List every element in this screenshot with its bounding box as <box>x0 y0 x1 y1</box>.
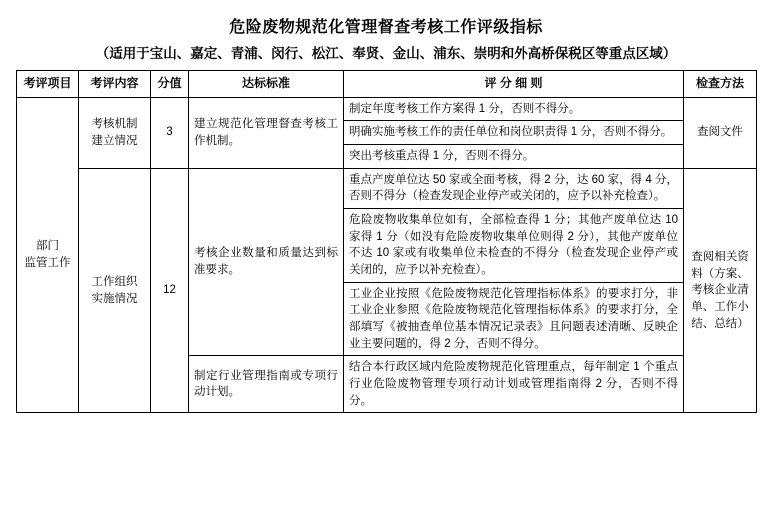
cell-standard-mechanism: 建立规范化管理督查考核工作机制。 <box>189 97 344 168</box>
cell-method-implementation: 查阅相关资料（方案、考核企业清单、工作小结、总结） <box>684 168 757 413</box>
page-title: 危险废物规范化管理督查考核工作评级指标 <box>229 19 543 36</box>
cell-score-mechanism: 3 <box>151 97 189 168</box>
cell-rule: 危险废物收集单位如有，全部检查得 1 分；其他产废单位达 10 家得 1 分（如没有危险废物收集单位则得 2 分），其他产废单位不达 10 家或有收集单位未检查的不得分（检查发现企业停产或关闭的，应予以补充检查）。 <box>344 209 684 283</box>
cell-rule: 工业企业按照《危险废物规范化管理指标体系》的要求打分，非工业企业参照《危险废物规范化管理指标体系》的要求打分，全部填写《被抽查单位基本情况记录表》且问题表述清晰、反映企业主要问题的，得 2 分，否则不得分。 <box>344 282 684 356</box>
table-header-row <box>17 71 757 97</box>
cell-standard-guideline: 制定行业管理指南或专项行动计划。 <box>189 356 344 413</box>
project-label-line2: 监管工作 <box>24 257 71 270</box>
cell-rule: 突出考核重点得 1 分，否则不得分。 <box>344 145 684 169</box>
cell-standard-quantity: 考核企业数量和质量达到标准要求。 <box>189 168 344 356</box>
content-label-line2: 实施情况 <box>91 292 138 305</box>
cell-content-mechanism <box>79 97 151 168</box>
table-row <box>17 168 757 208</box>
header-project: 考评项目 <box>17 71 79 97</box>
table-row <box>17 97 757 121</box>
project-label-line1: 部门 <box>36 240 59 253</box>
cell-rule: 重点产废单位达 50 家或全面考核，得 2 分，达 60 家，得 4 分，否则不得分（检查发现企业停产或关闭的，应予以补充检查）。 <box>344 168 684 208</box>
cell-rule: 结合本行政区域内危险废物规范化管理重点，每年制定 1 个重点行业危险废物管理专项行动计划或管理指南得 2 分，否则不得分。 <box>344 356 684 413</box>
content-label-line1: 工作组织 <box>91 275 138 288</box>
cell-content-implementation <box>79 168 151 413</box>
content-label-line1: 考核机制 <box>91 118 138 131</box>
header-standard: 达标标准 <box>189 71 344 97</box>
cell-score-implementation: 12 <box>151 168 189 413</box>
cell-rule: 明确实施考核工作的责任单位和岗位职责得 1 分，否则不得分。 <box>344 121 684 145</box>
header-method: 检查方法 <box>684 71 757 97</box>
header-score: 分值 <box>151 71 189 97</box>
header-content: 考评内容 <box>79 71 151 97</box>
cell-rule: 制定年度考核工作方案得 1 分，否则不得分。 <box>344 97 684 121</box>
assessment-table <box>16 70 757 413</box>
cell-method-mechanism: 查阅文件 <box>684 97 757 168</box>
page-subtitle: （适用于宝山、嘉定、青浦、闵行、松江、奉贤、金山、浦东、崇明和外高桥保税区等重点区域） <box>95 45 677 61</box>
content-label-line2: 建立情况 <box>91 134 138 147</box>
cell-project <box>17 97 79 413</box>
header-rules: 评 分 细 则 <box>344 71 684 97</box>
